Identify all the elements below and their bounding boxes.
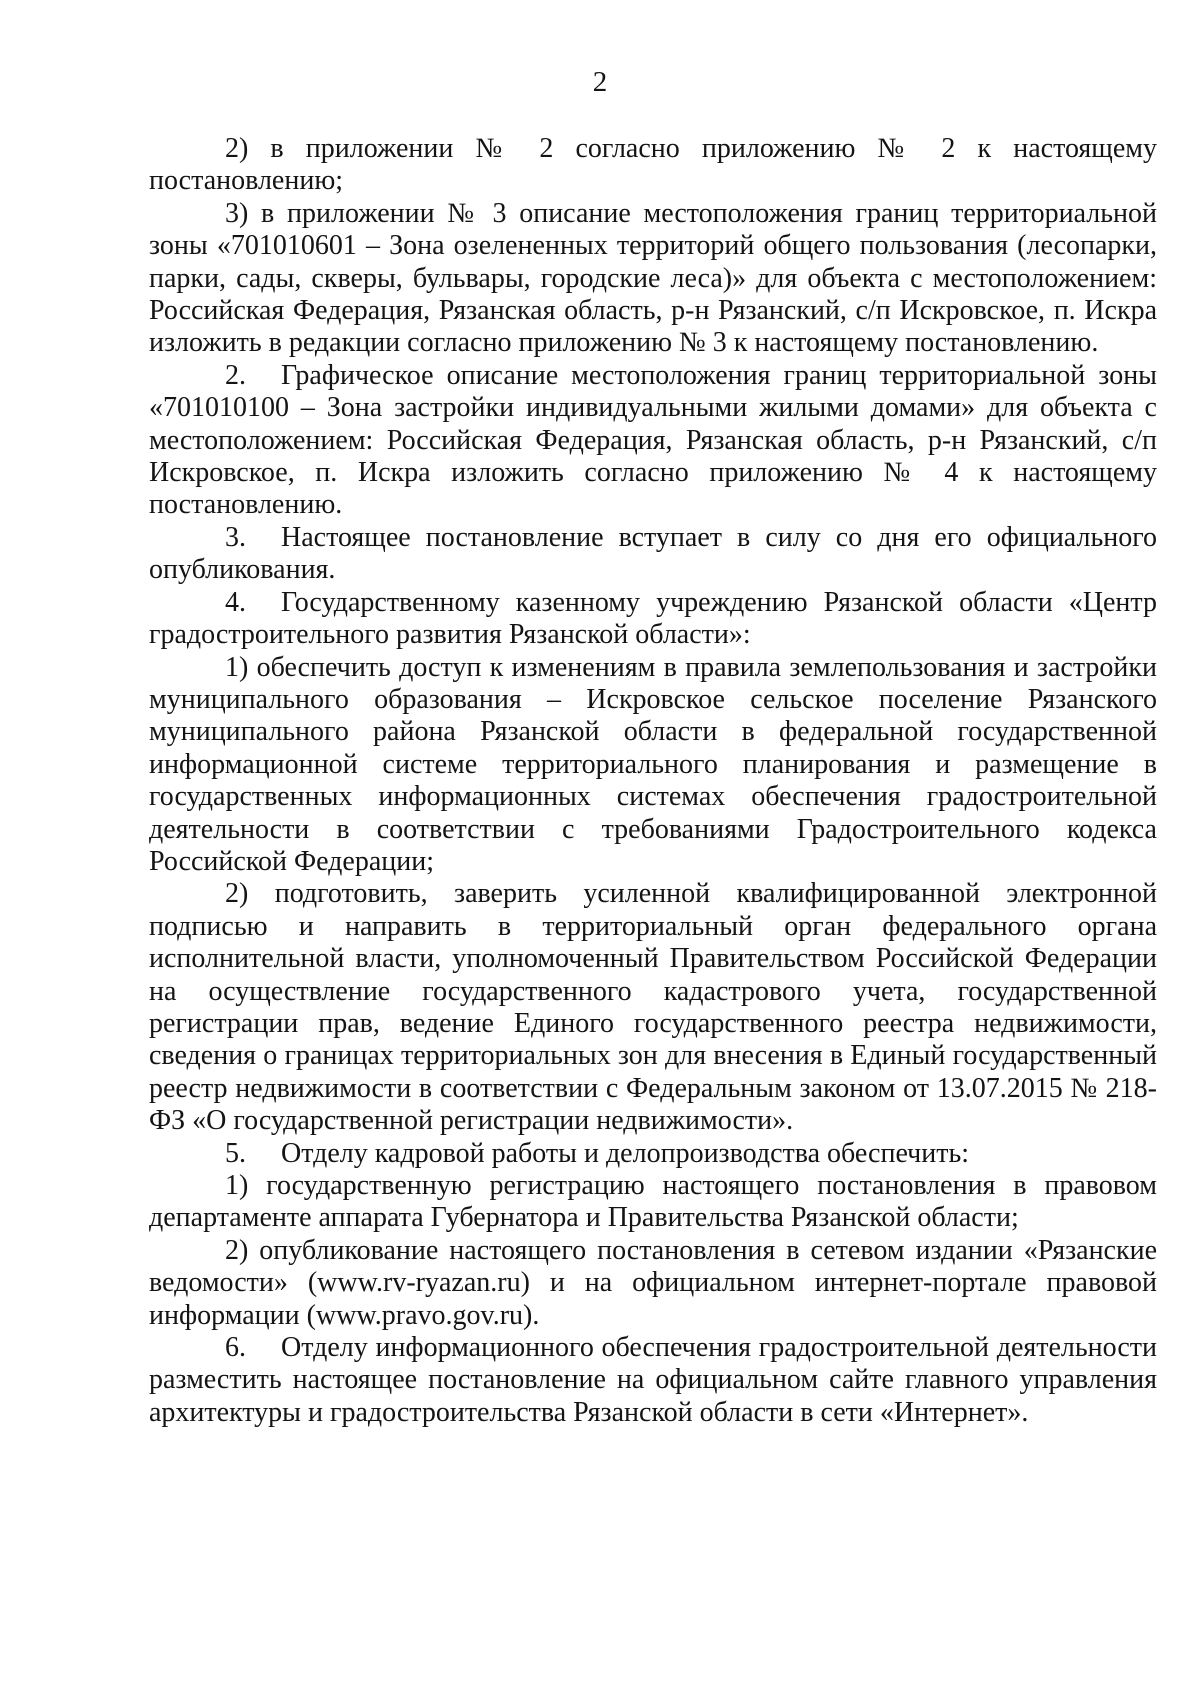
paragraph-item-4-2: 2) подготовить, заверить усиленной квалифицированной электронной подписью и направить в территориальный орган федерального органа исполнительной власти, уполномоченный Правительством Российской Федерации на осуществление государственного кадастрового учета, государственной регистрации прав, ведение Единого государственного реестра недвижимости, сведения о границах территориальных зон для внесения в Единый государственный реестр недвижимости в соответствии с Федеральным законом от 13.07.2015 № 218-ФЗ «О государственной регистрации недвижимости». <box>149 878 1157 1137</box>
paragraph-number: 2. <box>225 359 246 391</box>
paragraph-5 <box>149 1138 1157 1170</box>
paragraph-text: Отделу кадровой работы и делопроизводства обеспечить: <box>281 1137 970 1169</box>
paragraph-item-2-3: 3) в приложении № 3 описание местоположения границ территориальной зоны «701010601 – Зона озелененных территорий общего пользования (лесопарки, парки, сады, скверы, бульвары, городские леса)» для объекта с местоположением: Российская Федерация, Рязанская область, р-н Рязанский, с/п Искровское, п. Искра изложить в редакции согласно приложению № 3 к настоящему постановлению. <box>149 197 1157 359</box>
paragraph-text: Отделу информационного обеспечения градостроительной деятельности разместить настоящее постановление на официальном сайте главного управления архитектуры и градостроительства Рязанской области в сети «Интернет». <box>149 1332 1157 1428</box>
paragraph-2 <box>149 360 1157 522</box>
paragraph-4 <box>149 587 1157 652</box>
paragraph-text: Государственному казенному учреждению Рязанской области «Центр градостроительного развития Рязанской области»: <box>149 586 1157 651</box>
page-number: 2 <box>592 66 608 98</box>
document-body <box>149 133 1157 1429</box>
paragraph-item-4-1: 1) обеспечить доступ к изменениям в правила землепользования и застройки муниципального образования – Искровское сельское поселение Рязанского муниципального района Рязанской области в федеральной государственной информационной системе территориального планирования и размещение в государственных информационных системах обеспечения градостроительной деятельности в соответствии с требованиями Градостроительного кодекса Российской Федерации; <box>149 651 1157 877</box>
paragraph-item-5-2: 2) опубликование настоящего постановления в сетевом издании «Рязанские ведомости» (www.rv-ryazan.ru) и на официальном интернет-портале правовой информации (www.pravo.gov.ru). <box>149 1234 1157 1331</box>
paragraph-number: 6. <box>225 1332 246 1364</box>
paragraph-item-5-1: 1) государственную регистрацию настоящего постановления в правовом департаменте аппарата Губернатора и Правительства Рязанской области; <box>149 1170 1157 1234</box>
paragraph-text: Графическое описание местоположения границ территориальной зоны «701010100 – Зона застройки индивидуальными жилыми домами» для объекта с местоположением: Российская Федерация, Рязанская область, р-н Рязанский, с/п Искровское, п. Искра изложить согласно приложению № 4 к настоящему постановлению. <box>149 359 1157 521</box>
paragraph-number: 3. <box>225 521 246 553</box>
paragraph-item-2-2: 2) в приложении № 2 согласно приложению № 2 к настоящему постановлению; <box>149 133 1157 197</box>
paragraph-3 <box>149 522 1157 587</box>
paragraph-text: Настоящее постановление вступает в силу со дня его официального опубликования. <box>149 521 1157 586</box>
paragraph-number: 4. <box>225 586 246 618</box>
paragraph-number: 5. <box>225 1137 246 1169</box>
paragraph-6 <box>149 1332 1157 1429</box>
